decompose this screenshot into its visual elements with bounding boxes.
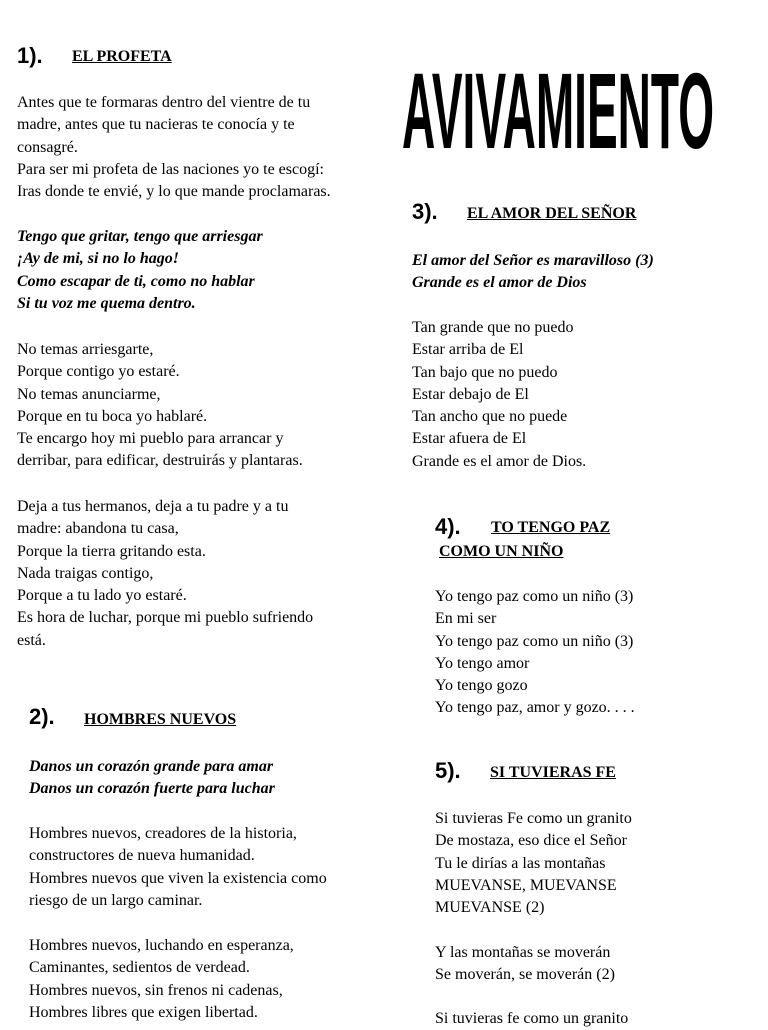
song-4-number: 4).	[435, 514, 461, 539]
song-5-verse-1: Si tuvieras Fe como un granito De mostaza, eso dice el Señor Tu le dirías a las montañas MUEVANSE, MUEVANSE MUEVANSE (2)	[435, 810, 632, 917]
song-2-title: HOMBRES NUEVOS	[84, 711, 237, 728]
song-5-title: SI TUVIERAS FE	[490, 764, 616, 781]
song-5-verse-2: Y las montañas se moverán Se moverán, se moverán (2)	[435, 944, 615, 984]
banner-text: AVIVAMIENTO	[402, 50, 714, 164]
song-2-number: 2).	[29, 704, 55, 729]
avivamiento-banner	[398, 36, 714, 164]
song-3-chorus: El amor del Señor es maravilloso (3) Grande es el amor de Dios	[412, 252, 654, 292]
song-3-title: EL AMOR DEL SEÑOR	[467, 205, 637, 222]
song-4-verse-1: Yo tengo paz como un niño (3) En mi ser Yo tengo paz como un niño (3) Yo tengo amor Yo tengo gozo Yo tengo paz, amor y gozo. . . .	[435, 588, 635, 717]
song-2-verse-2: Hombres nuevos, luchando en esperanza, Caminantes, sedientos de verdead. Hombres nuevos, sin frenos ni cadenas, Hombres libres que exigen libertad.	[29, 937, 294, 1021]
song-5-number: 5).	[435, 758, 461, 783]
song-1-verse-3: Deja a tus hermanos, deja a tu padre y a tu madre: abandona tu casa, Porque la tierra gritando esta. Nada traigas contigo, Porque a tu lado yo estaré. Es hora de luchar, porque mi pueblo sufriendo está.	[17, 498, 314, 649]
song-1-number: 1).	[17, 43, 43, 68]
song-1-title: EL PROFETA	[72, 48, 172, 65]
song-1-chorus: Tengo que gritar, tengo que arriesgar ¡Ay de mi, si no lo hago! Como escapar de ti, como no hablar Si tu voz me quema dentro.	[17, 228, 263, 312]
song-1-verse-2: No temas arriesgarte, Porque contigo yo estaré. No temas anunciarme, Porque en tu boca yo hablaré. Te encargo hoy mi pueblo para arrancar y derribar, para edificar, destruirás y plantaras.	[17, 341, 303, 470]
song-2-verse-1: Hombres nuevos, creadores de la historia, constructores de nueva humanidad. Hombres nuevos que viven la existencia como riesgo de un largo caminar.	[29, 825, 327, 909]
song-1-verse-1: Antes que te formaras dentro del vientre de tu madre, antes que tu nacieras te conocía y te consagré. Para ser mi profeta de las naciones yo te escogí: Iras donde te envié, y lo que mande proclamaras.	[17, 94, 331, 201]
song-4-title-line-2: COMO UN NIÑO	[439, 543, 564, 560]
song-2-chorus: Danos un corazón grande para amar Danos un corazón fuerte para luchar	[29, 758, 275, 798]
song-3-verse-1: Tan grande que no puedo Estar arriba de El Tan bajo que no puedo Estar debajo de El Tan ancho que no puede Estar afuera de El Grande es el amor de Dios.	[412, 319, 587, 470]
song-4-title-line-1: TO TENGO PAZ	[491, 519, 611, 536]
song-5-verse-3: Si tuvieras fe como un granito	[435, 1010, 629, 1027]
song-3-number: 3).	[412, 199, 438, 224]
